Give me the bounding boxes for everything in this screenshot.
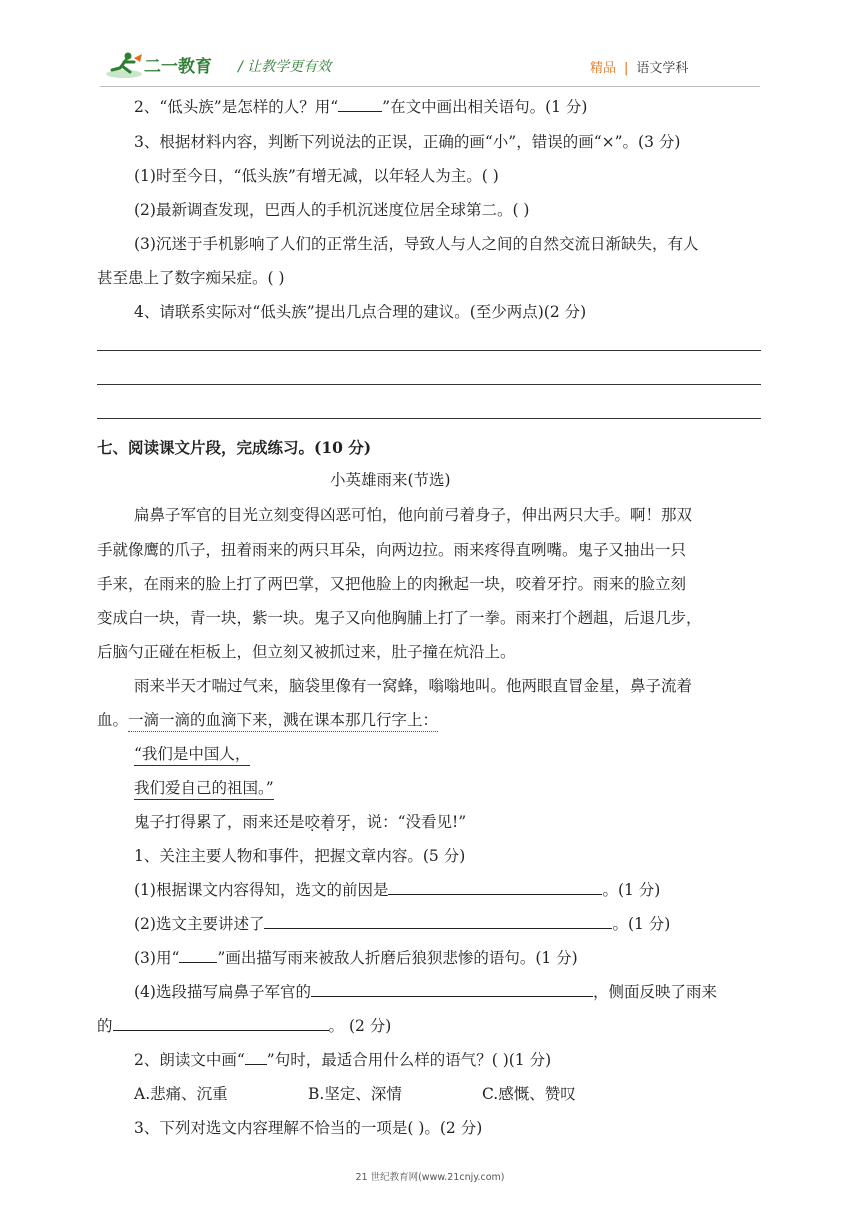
- option-b[interactable]: B.坚定、深情: [308, 1085, 402, 1103]
- question-3-3a: (3)沉迷于手机影响了人们的正常生活，导致人与人之间的自然交流日渐缺失，有人: [134, 235, 699, 253]
- sub-question-3: 3、下列对选文内容理解不恰当的一项是( )。(2 分): [134, 1119, 483, 1137]
- sub-question-1-1: (1)根据课文内容得知，选文的前因是 。(1 分): [134, 881, 661, 899]
- question-3-1: (1)时至今日，“低头族”有增无减，以年轻人为主。( ): [134, 167, 499, 185]
- option-a[interactable]: A.悲痛、沉重: [134, 1085, 228, 1103]
- passage-p1-line1: 扁鼻子军官的目光立刻变得凶恶可怕，他向前弓着身子，伸出两只大手。啊！那双: [134, 506, 693, 524]
- slogan: / 让教学更有效: [238, 59, 332, 75]
- answer-line-3[interactable]: [97, 418, 761, 419]
- header-separator: |: [624, 61, 629, 76]
- passage-p1-line2: 手就像鹰的爪子，扭着雨来的两只耳朵，向两边拉。雨来疼得直咧嘴。鬼子又抽出一只: [97, 541, 687, 559]
- sub-question-2-options: [134, 1084, 576, 1104]
- answer-line-2[interactable]: [97, 384, 761, 385]
- passage-p2-line2: 血。一滴一滴的血滴下来，溅在课本那几行字上：: [97, 710, 438, 730]
- passage-title: 小英雄雨来(节选): [330, 471, 451, 489]
- subject-label: 语文学科: [636, 61, 689, 76]
- sub-question-1-4: (4)选段描写扁鼻子军官的 ，侧面反映了雨来: [134, 983, 717, 1001]
- premium-label: 精品: [590, 61, 617, 76]
- option-c[interactable]: C.感慨、赞叹: [482, 1085, 576, 1103]
- question-3-3b: 甚至患上了数字痴呆症。( ): [97, 269, 285, 287]
- brand-logo: [104, 50, 234, 82]
- passage-p2-line1: 雨来半天才喘过气来，脑袋里像有一窝蜂，嗡嗡地叫。他两眼直冒金星，鼻子流着: [134, 677, 693, 695]
- runner-icon: [104, 50, 234, 82]
- question-4: 4、请联系实际对“低头族”提出几点合理的建议。(至少两点)(2 分): [134, 303, 587, 321]
- sub-question-1: 1、关注主要人物和事件，把握文章内容。(5 分): [134, 847, 466, 865]
- brand-name: 二一教育: [144, 57, 212, 77]
- question-3: 3、根据材料内容，判断下列说法的正误，正确的画“小”，错误的画“×”。(3 分): [134, 133, 681, 151]
- dotted-underlined-sentence: 一滴一滴的血滴下来，溅在课本那几行字上：: [128, 711, 438, 732]
- passage-p1-line4: 变成白一块，青一块，紫一块。鬼子又向他胸脯上打了一拳。雨来打个趔趄，后退几步，: [97, 609, 702, 627]
- passage-p3: “我们是中国人，: [134, 744, 250, 764]
- header-rule: [100, 86, 760, 87]
- header-right: [590, 57, 688, 76]
- passage-p5: 鬼子打得累了，雨来还是咬着牙，说：“没看见!”: [134, 813, 467, 831]
- sub-question-1-2: (2)选文主要讲述了 。(1 分): [134, 915, 671, 933]
- passage-p1-line3: 手来，在雨来的脸上打了两巴掌，又把他脸上的肉揪起一块，咬着牙拧。雨来的脸立刻: [97, 575, 687, 593]
- question-3-2: (2)最新调查发现，巴西人的手机沉迷度位居全球第二。( ): [134, 201, 530, 219]
- sub-question-2: 2、朗读文中画“ ”句时，最适合用什么样的语气？( )(1 分): [134, 1051, 552, 1069]
- question-2: 2、“低头族”是怎样的人？用“ ”在文中画出相关语句。(1 分): [134, 98, 588, 116]
- answer-line-1[interactable]: [97, 350, 761, 351]
- sub-question-1-3: (3)用“ ”画出描写雨来被敌人折磨后狼狈悲惨的语句。(1 分): [134, 949, 578, 967]
- passage-p1-line5: 后脑勺正碰在柜板上，但立刻又被抓过来，肚子撞在炕沿上。: [97, 643, 516, 661]
- passage-p4: 我们爱自己的祖国。”: [134, 778, 274, 798]
- section-7-heading: 七、阅读课文片段，完成练习。(10 分): [97, 438, 372, 457]
- footer: 21 世纪教育网(www.21cnjy.com): [355, 1172, 505, 1183]
- sub-question-1-4b: 的 。 (2 分): [97, 1017, 392, 1035]
